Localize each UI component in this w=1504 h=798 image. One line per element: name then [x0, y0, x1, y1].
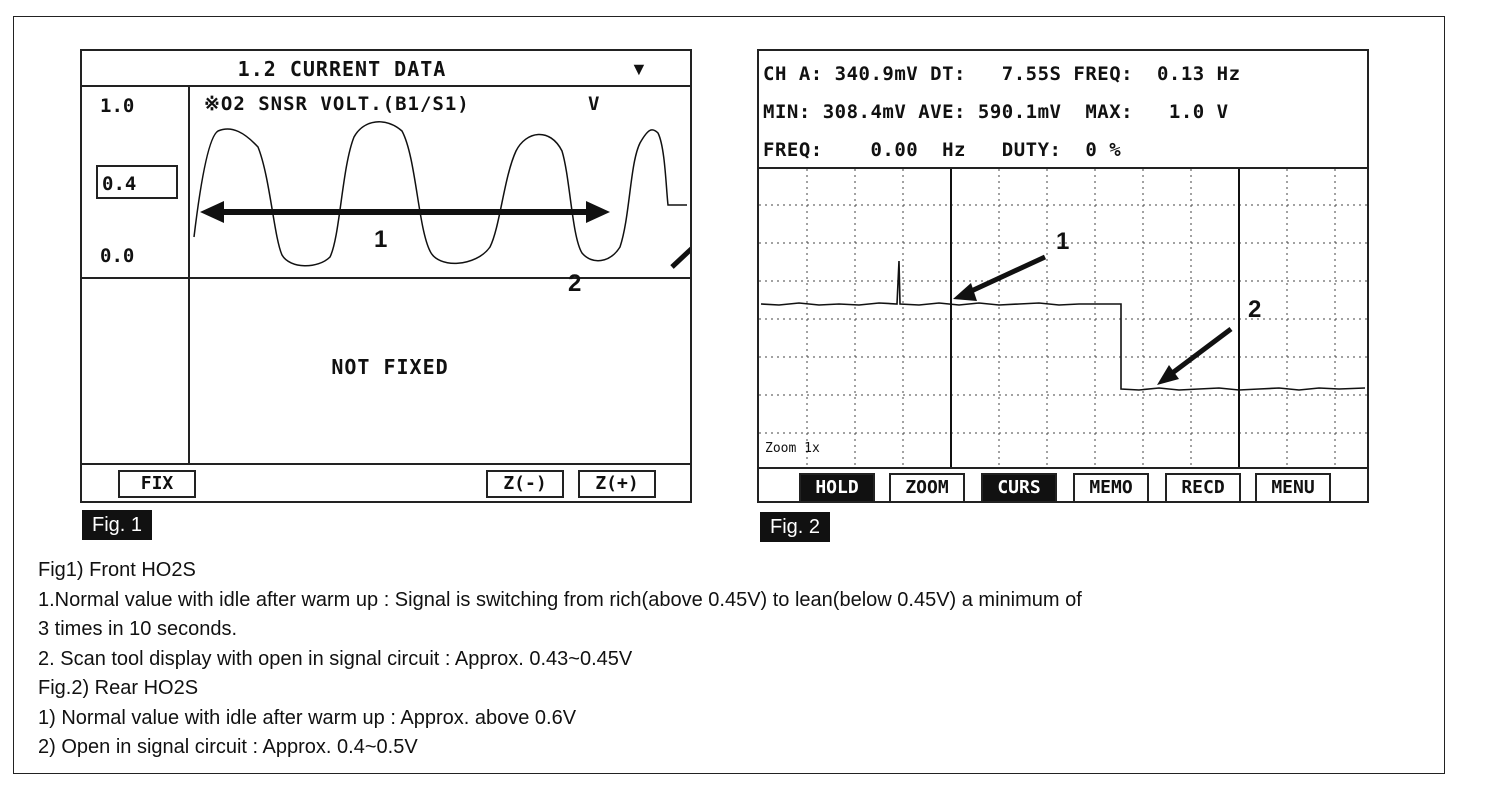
fig2-scope-svg	[759, 169, 1367, 467]
fig2-arrow-1	[953, 257, 1045, 301]
fig2-readout-row-2: MIN: 308.4mV AVE: 590.1mV MAX: 1.0 V	[763, 101, 1229, 123]
cursor-button[interactable]: CURS	[981, 473, 1057, 503]
fig1-left-lower-panel	[82, 277, 190, 463]
fig2-readout-row-3: FREQ: 0.00 Hz DUTY: 0 %	[763, 139, 1122, 161]
fig2-readout-row-1: CH A: 340.9mV DT: 7.55S FREQ: 0.13 Hz	[763, 63, 1241, 85]
fig1-arrow-2	[672, 237, 690, 267]
caption-line: 2) Open in signal circuit : Approx. 0.4~0.5V	[38, 736, 418, 758]
fig1-waveform-plot	[190, 87, 690, 277]
fig1-scan-tool-screen	[80, 49, 692, 503]
fig1-signal-name: ※O2 SNSR VOLT.(B1/S1)	[204, 93, 470, 115]
fig2-signal	[761, 261, 1365, 390]
caption-line: 2. Scan tool display with open in signal circuit : Approx. 0.43~0.45V	[38, 647, 633, 670]
fig1-y-max: 1.0	[100, 95, 135, 117]
caption-line: Fig.2) Rear HO2S	[38, 677, 199, 699]
fig1-y-mid: 0.4	[102, 173, 137, 195]
fig2-annotation-1: 1	[1056, 228, 1070, 255]
fig1-not-fixed-text: NOT FIXED	[331, 355, 449, 379]
fig2-label: Fig. 2	[760, 512, 830, 542]
fig1-label: Fig. 1	[82, 510, 152, 540]
fig2-zoom-level: Zoom 1x	[765, 441, 820, 456]
fig2-footer-toolbar	[759, 467, 1367, 503]
menu-button[interactable]: MENU	[1255, 473, 1331, 503]
caption-line: 3 times in 10 seconds.	[38, 618, 237, 640]
caption-line: 1) Normal value with idle after warm up : Approx. above 0.6V	[38, 706, 577, 729]
record-button[interactable]: RECD	[1165, 473, 1241, 503]
hold-button[interactable]: HOLD	[799, 473, 875, 503]
memo-button[interactable]: MEMO	[1073, 473, 1149, 503]
fig2-scope-grid	[759, 167, 1367, 467]
fig2-oscilloscope-screen	[757, 49, 1369, 503]
fig1-annotation-2: 2	[568, 270, 582, 297]
fig1-y-min: 0.0	[100, 245, 135, 267]
fig1-unit: V	[588, 93, 600, 115]
fig1-y-mid-box[interactable]	[96, 165, 178, 199]
caption-block	[38, 556, 1418, 763]
caption-line: 1.Normal value with idle after warm up : Signal is switching from rich(above 0.45V) to lean(below 0.45V) a minimum of	[38, 588, 1082, 611]
fig1-header-title: 1.2 CURRENT DATA	[237, 57, 447, 81]
fig2-annotation-2: 2	[1248, 296, 1262, 323]
fig1-arrow-1	[200, 201, 610, 223]
zoom-button[interactable]: ZOOM	[889, 473, 965, 503]
fig1-footer-toolbar	[82, 463, 690, 501]
fig1-waveform	[194, 122, 687, 266]
triangle-down-icon: ▼	[630, 59, 648, 79]
fix-button[interactable]: FIX	[118, 470, 196, 498]
zoom-in-button[interactable]: Z(+)	[578, 470, 656, 498]
fig1-annotation-1: 1	[374, 226, 388, 253]
fig1-header	[82, 51, 690, 87]
fig1-divider	[82, 277, 690, 279]
zoom-out-button[interactable]: Z(-)	[486, 470, 564, 498]
caption-line: Fig1) Front HO2S	[38, 559, 196, 581]
